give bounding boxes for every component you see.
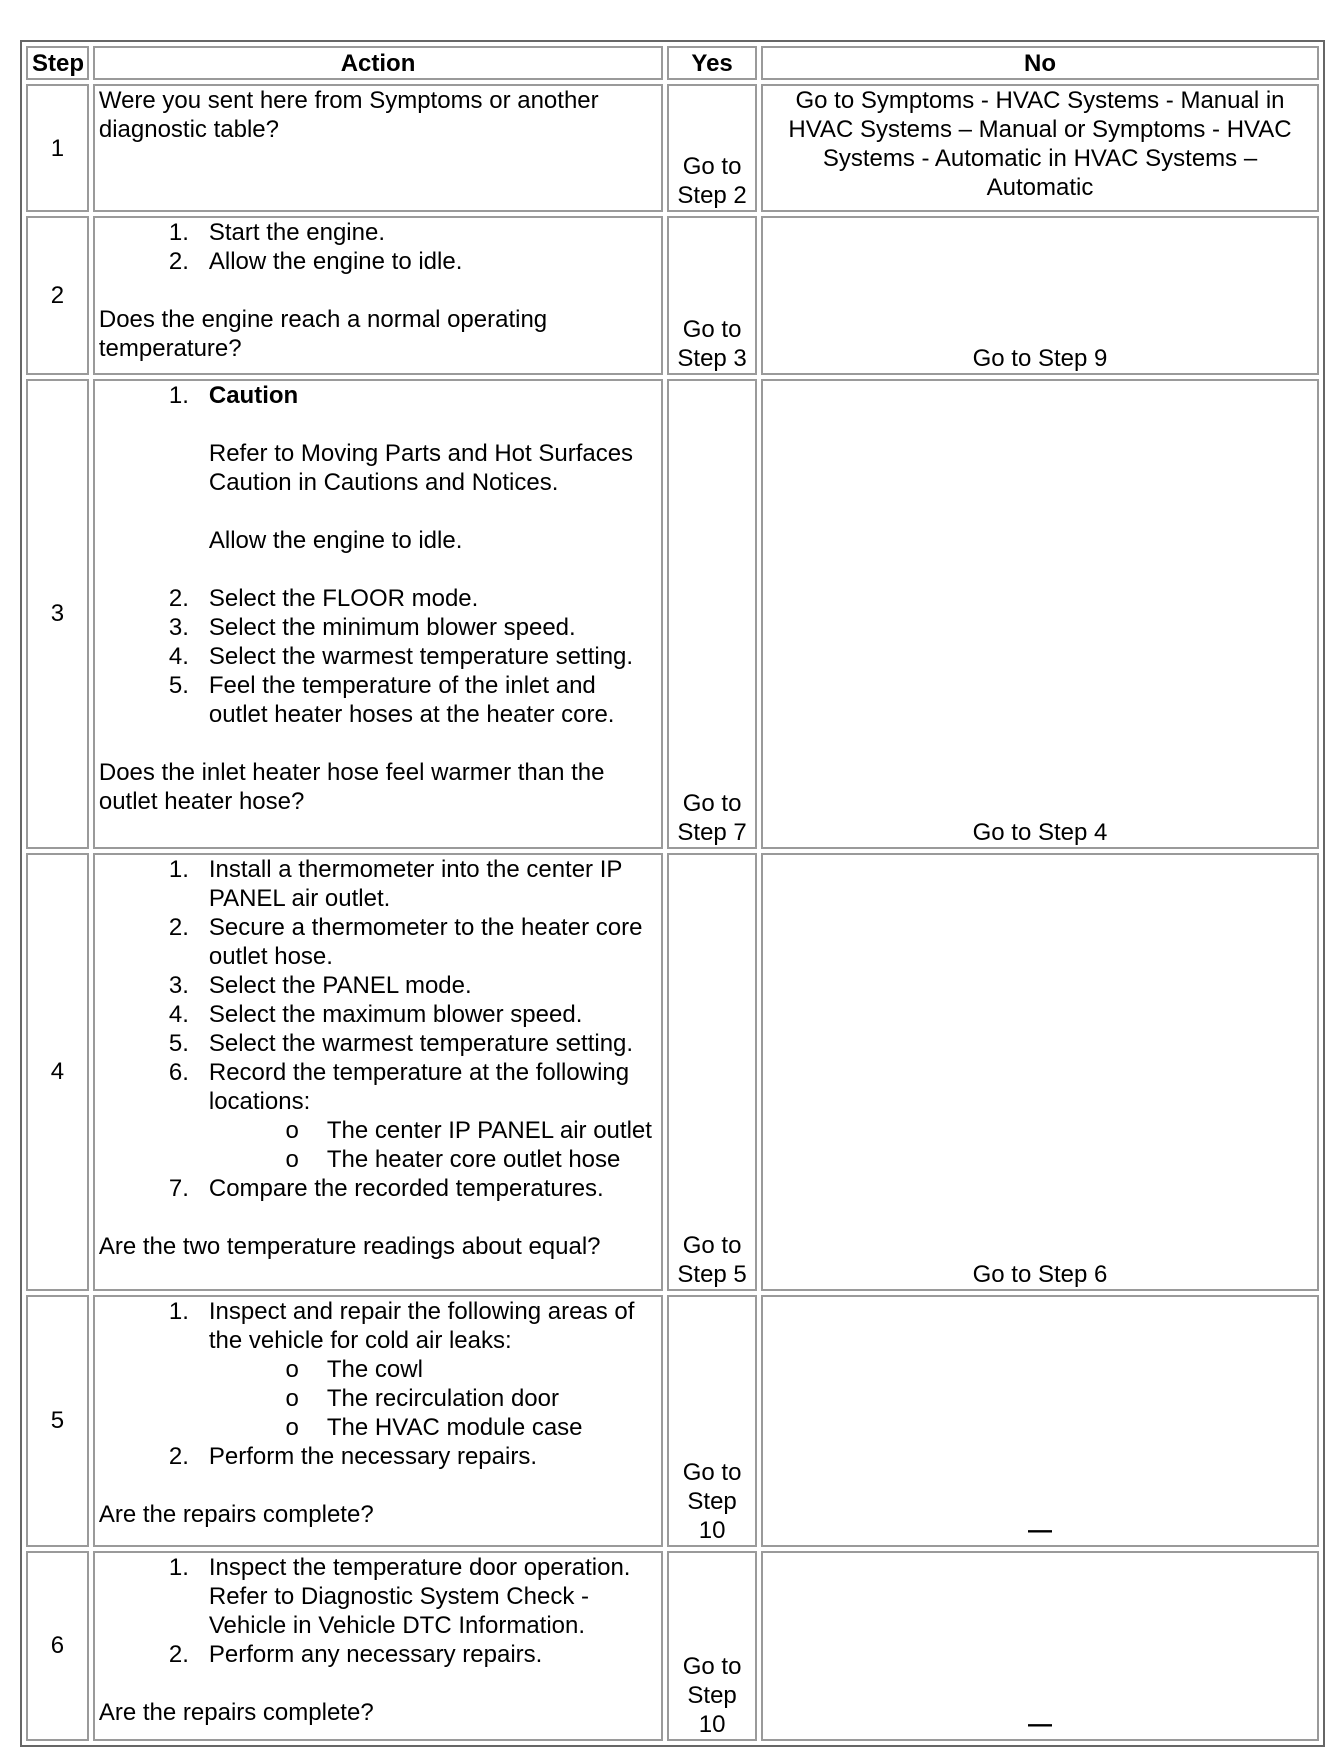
no-dash: — <box>1028 1516 1052 1544</box>
list-item: 1. Caution <box>99 381 657 410</box>
action-cell <box>93 216 663 375</box>
no-cell: Go to Step 9 <box>761 216 1319 375</box>
sub-list-item: o The recirculation door <box>285 1384 559 1412</box>
list-item: 4. Select the warmest temperature setting. <box>168 643 634 671</box>
yes-cell: Go to Step 10 <box>667 1551 757 1741</box>
list-item: 1. Inspect the temperature door operation. Refer to Diagnostic System Check - Vehicle in Vehicle DTC Information. <box>168 1553 631 1639</box>
header-action: Action <box>93 46 663 80</box>
no-cell <box>761 1551 1319 1741</box>
table-row <box>26 84 1319 212</box>
step-number: 2 <box>26 216 89 375</box>
list-item: 2. Allow the engine to idle. <box>168 248 463 276</box>
list-item: 2. Select the FLOOR mode. <box>168 585 479 613</box>
yes-cell: Go to Step 2 <box>667 84 757 212</box>
list-item: 2. Secure a thermometer to the heater core outlet hose. <box>168 913 643 970</box>
header-step: Step <box>26 46 89 80</box>
action-question: Are the repairs complete? <box>98 1698 374 1726</box>
action-cell <box>93 379 663 848</box>
list-item: 3. Select the minimum blower speed. <box>168 614 576 642</box>
sub-list-item: o The heater core outlet hose <box>285 1145 621 1173</box>
step-number: 1 <box>26 84 89 212</box>
yes-cell: Go to Step 7 <box>667 379 757 848</box>
table-row <box>26 1551 1319 1741</box>
action-cell <box>93 1295 663 1547</box>
caution-action: Allow the engine to idle. <box>208 527 463 555</box>
sub-list-item: o The HVAC module case <box>285 1413 583 1441</box>
yes-cell: Go to Step 5 <box>667 853 757 1291</box>
action-question: Are the repairs complete? <box>98 1500 374 1528</box>
no-dash: — <box>1028 1711 1052 1738</box>
header-no: No <box>761 46 1319 80</box>
action-question: Does the engine reach a normal operating temperature? <box>98 306 548 363</box>
sub-list-item: o The center IP PANEL air outlet <box>285 1116 652 1144</box>
list-item: 3. Select the PANEL mode. <box>168 971 472 999</box>
action-question: Are the two temperature readings about equal? <box>98 1232 601 1260</box>
no-cell: Go to Symptoms - HVAC Systems - Manual in HVAC Systems – Manual or Symptoms - HVAC Systems - Automatic in HVAC Systems – Automatic <box>761 84 1319 212</box>
header-row <box>26 46 1319 80</box>
yes-cell: Go to Step 3 <box>667 216 757 375</box>
list-item: 1. Start the engine. <box>168 219 385 247</box>
step-number: 5 <box>26 1295 89 1547</box>
caution-title: Caution <box>208 382 299 410</box>
list-item: 1. Install a thermometer into the center IP PANEL air outlet. <box>168 855 622 912</box>
list-item: 5. Select the warmest temperature setting. <box>168 1029 634 1057</box>
diagnostic-table <box>20 40 1325 1747</box>
header-yes: Yes <box>667 46 757 80</box>
list-item: 2. Perform any necessary repairs. <box>168 1640 543 1668</box>
action-cell <box>93 1551 663 1741</box>
table-row <box>26 216 1319 375</box>
step-number: 3 <box>26 379 89 848</box>
list-item: 1. Inspect and repair the following areas of the vehicle for cold air leaks: <box>168 1297 635 1354</box>
action-cell <box>93 853 663 1291</box>
list-item: 7. Compare the recorded temperatures. <box>168 1174 604 1202</box>
list-item: 4. Select the maximum blower speed. <box>168 1000 583 1028</box>
table-row <box>26 853 1319 1291</box>
table-row <box>26 379 1319 848</box>
step-number: 6 <box>26 1551 89 1741</box>
no-cell: Go to Step 6 <box>761 853 1319 1291</box>
action-question: Does the inlet heater hose feel warmer than the outlet heater hose? <box>98 759 605 816</box>
table-row <box>26 1295 1319 1547</box>
list-item: 5. Feel the temperature of the inlet and outlet heater hoses at the heater core. <box>168 672 615 729</box>
list-item: 6. Record the temperature at the following locations: <box>168 1058 630 1115</box>
action-cell <box>93 84 663 212</box>
list-item: 2. Perform the necessary repairs. <box>168 1442 537 1470</box>
sub-list-item: o The cowl <box>285 1355 423 1383</box>
no-cell: Go to Step 4 <box>761 379 1319 848</box>
no-cell <box>761 1295 1319 1547</box>
step-number: 4 <box>26 853 89 1291</box>
yes-cell: Go to Step 10 <box>667 1295 757 1547</box>
caution-text: Refer to Moving Parts and Hot Surfaces Caution in Cautions and Notices. <box>208 440 634 497</box>
action-question: Were you sent here from Symptoms or another diagnostic table? <box>98 87 599 143</box>
